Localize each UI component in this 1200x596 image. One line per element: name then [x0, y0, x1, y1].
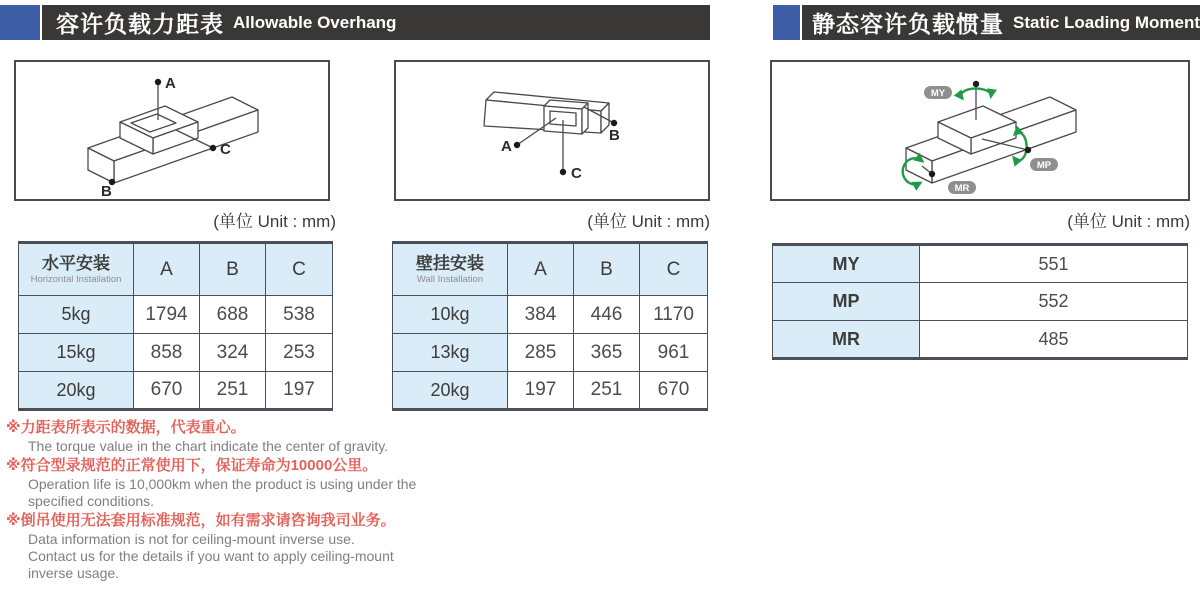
note-en-line: Data information is not for ceiling-mount inverse use.: [28, 531, 355, 547]
label-a: A: [501, 138, 512, 155]
column-header: C: [266, 243, 333, 296]
label-c: C: [220, 141, 231, 158]
installation-subtitle: Wall Installation: [416, 274, 484, 285]
my-badge-label: MY: [930, 88, 946, 99]
installation-title: 水平安装: [42, 254, 110, 273]
table-row: [19, 372, 333, 410]
horizontal-installation-diagram: [14, 60, 330, 201]
table-row: [773, 321, 1188, 359]
point-a-dot: [155, 79, 161, 85]
table-row: [773, 283, 1188, 321]
value-cell: 285: [508, 334, 574, 372]
installation-subtitle: Horizontal Installation: [30, 274, 122, 285]
wall-installation-table: [392, 241, 708, 411]
moment-label-cell: MP: [773, 283, 920, 321]
unit-label: (单位 Unit : mm): [587, 212, 710, 231]
moment-value-cell: 485: [920, 321, 1188, 359]
table-header-row: [393, 243, 708, 296]
rail-moment-drawing: [772, 62, 1188, 199]
horizontal-installation-table: [18, 241, 333, 411]
installation-header-cell: [19, 243, 134, 296]
value-cell: 1170: [640, 296, 708, 334]
column-header: C: [640, 243, 708, 296]
point-c-dot: [560, 169, 566, 175]
moment-value-cell: 551: [920, 245, 1188, 283]
table-row: [19, 334, 333, 372]
table-row: [393, 296, 708, 334]
column-header: B: [200, 243, 266, 296]
mr-badge-label: MR: [954, 183, 970, 194]
mp-badge-label: MP: [1036, 160, 1052, 171]
table-row: [393, 334, 708, 372]
load-label-cell: 20kg: [393, 372, 508, 410]
note-cjk-line: ※力距表所表示的数据，代表重心。: [6, 419, 246, 436]
load-label-cell: 5kg: [19, 296, 134, 334]
header-accent-square: [773, 5, 800, 40]
header-accent-square: [0, 5, 40, 40]
value-cell: 384: [508, 296, 574, 334]
point-a-dot: [514, 142, 520, 148]
note-en-line: Operation life is 10,000km when the product is using under the: [28, 476, 417, 492]
value-cell: 251: [200, 372, 266, 410]
load-label-cell: 13kg: [393, 334, 508, 372]
note-cjk-line: ※符合型录规范的正常使用下，保证寿命为10000公里。: [6, 457, 378, 474]
value-cell: 324: [200, 334, 266, 372]
moment-value-cell: 552: [920, 283, 1188, 321]
value-cell: 365: [574, 334, 640, 372]
value-cell: 538: [266, 296, 333, 334]
point-c-dot: [210, 145, 216, 151]
column-header: B: [574, 243, 640, 296]
value-cell: 197: [508, 372, 574, 410]
static-loading-moment-header: [773, 5, 1200, 40]
value-cell: 961: [640, 334, 708, 372]
table-row: [19, 296, 333, 334]
label-a: A: [165, 75, 176, 92]
value-cell: 858: [134, 334, 200, 372]
value-cell: 670: [134, 372, 200, 410]
section-title-en: Allowable Overhang: [233, 12, 397, 32]
point-b-dot: [611, 120, 617, 126]
table-header-row: [19, 243, 333, 296]
rail-isometric-drawing: [16, 62, 328, 199]
label-b: B: [101, 183, 112, 199]
label-b: B: [609, 127, 620, 144]
value-cell: 446: [574, 296, 640, 334]
section-title-cjk: 容许负载力距表: [56, 11, 224, 37]
note-en-line: The torque value in the chart indicate the center of gravity.: [28, 438, 389, 454]
table-row: [773, 245, 1188, 283]
rail-side-drawing: [396, 62, 708, 199]
value-cell: 688: [200, 296, 266, 334]
load-label-cell: 15kg: [19, 334, 134, 372]
header-bar: [42, 5, 710, 40]
note-cjk-line: ※倒吊使用无法套用标准规范，如有需求请咨询我司业务。: [6, 512, 396, 529]
label-c: C: [571, 165, 582, 182]
installation-title: 壁挂安装: [416, 254, 484, 273]
moment-label-cell: MR: [773, 321, 920, 359]
unit-label: (单位 Unit : mm): [213, 212, 336, 231]
load-label-cell: 20kg: [19, 372, 134, 410]
value-cell: 197: [266, 372, 333, 410]
value-cell: 1794: [134, 296, 200, 334]
wall-installation-diagram: [394, 60, 710, 201]
load-label-cell: 10kg: [393, 296, 508, 334]
column-header: A: [134, 243, 200, 296]
note-en-line: Contact us for the details if you want to apply ceiling-mount: [28, 548, 394, 564]
column-header: A: [508, 243, 574, 296]
my-axis-dot: [973, 81, 979, 87]
moment-label-cell: MY: [773, 245, 920, 283]
mp-axis-dot: [1025, 147, 1031, 153]
footnotes: [6, 417, 496, 582]
note-en-line: specified conditions.: [28, 493, 155, 509]
unit-label: (单位 Unit : mm): [1067, 212, 1190, 231]
installation-header-cell: [393, 243, 508, 296]
mr-axis-dot: [929, 171, 935, 177]
header-bar: [802, 5, 1200, 40]
section-title-en: Static Loading Moment: [1013, 12, 1200, 32]
table-row: [393, 372, 708, 410]
value-cell: 670: [640, 372, 708, 410]
value-cell: 253: [266, 334, 333, 372]
moment-diagram: [770, 60, 1190, 201]
note-en-line: inverse usage.: [28, 565, 120, 581]
allowable-overhang-header: [0, 5, 710, 40]
value-cell: 251: [574, 372, 640, 410]
section-title-cjk: 静态容许负载惯量: [812, 11, 1004, 37]
static-moment-table: [772, 243, 1188, 360]
